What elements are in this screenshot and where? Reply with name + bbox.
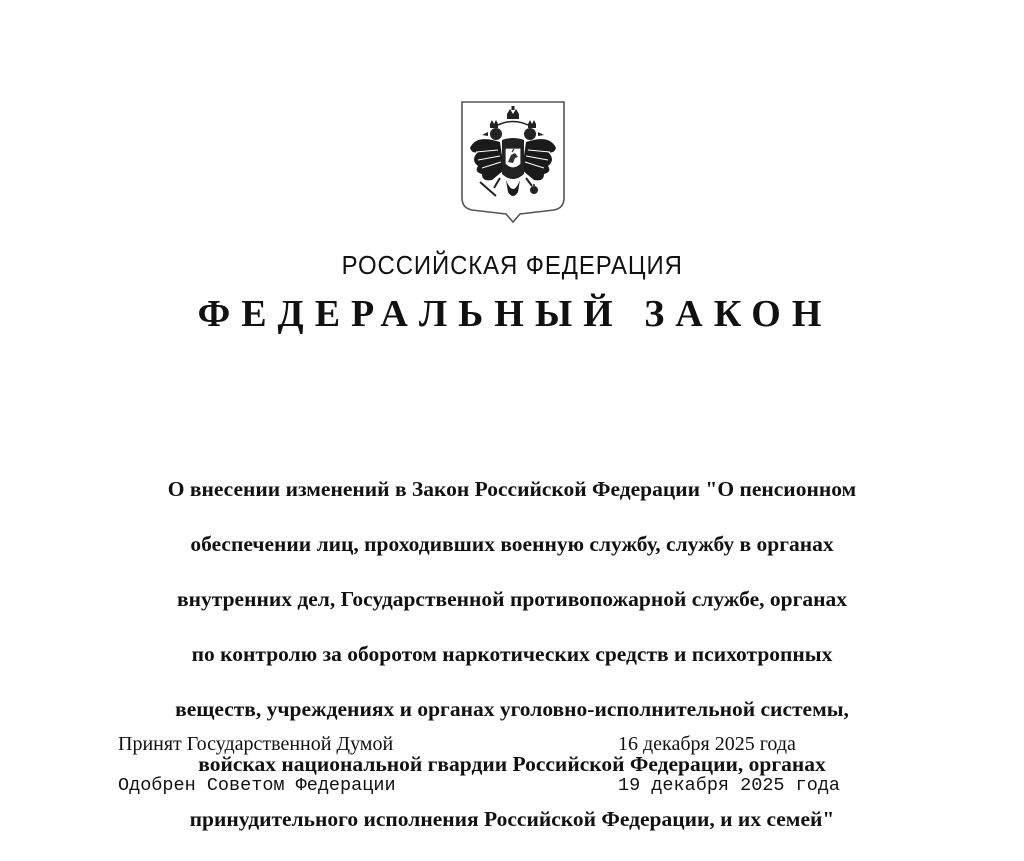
law-title-line: войсках национальной гвардии Российской Федерации, органах (198, 751, 826, 776)
law-title-line: внутренних дел, Государственной противопожарной службе, органах (177, 586, 847, 611)
law-title-line: обеспечении лиц, проходивших военную службу, службу в органах (190, 531, 834, 556)
law-title-line: веществ, учреждениях и органах уголовно-исполнительной системы, (175, 696, 849, 721)
federation-council-approval-label: Одобрен Советом Федерации (118, 775, 396, 796)
country-name: РОССИЙСКАЯ ФЕДЕРАЦИЯ (341, 250, 683, 280)
law-title-line: О внесении изменений в Закон Российской Федерации "О пенсионном (167, 476, 857, 501)
law-title-line: по контролю за оборотом наркотических средств и психотропных (191, 641, 833, 666)
russian-coat-of-arms-icon (460, 100, 566, 224)
duma-adoption-date: 16 декабря 2025 года (618, 733, 796, 755)
federation-council-approval-date: 19 декабря 2025 года (618, 775, 841, 796)
duma-adoption-label: Принят Государственной Думой (118, 733, 394, 755)
law-title-line: принудительного исполнения Российской Федерации, и их семей" (189, 806, 835, 831)
document-type: ФЕДЕРАЛЬНЫЙ ЗАКОН (197, 293, 833, 335)
law-title (105, 448, 919, 861)
